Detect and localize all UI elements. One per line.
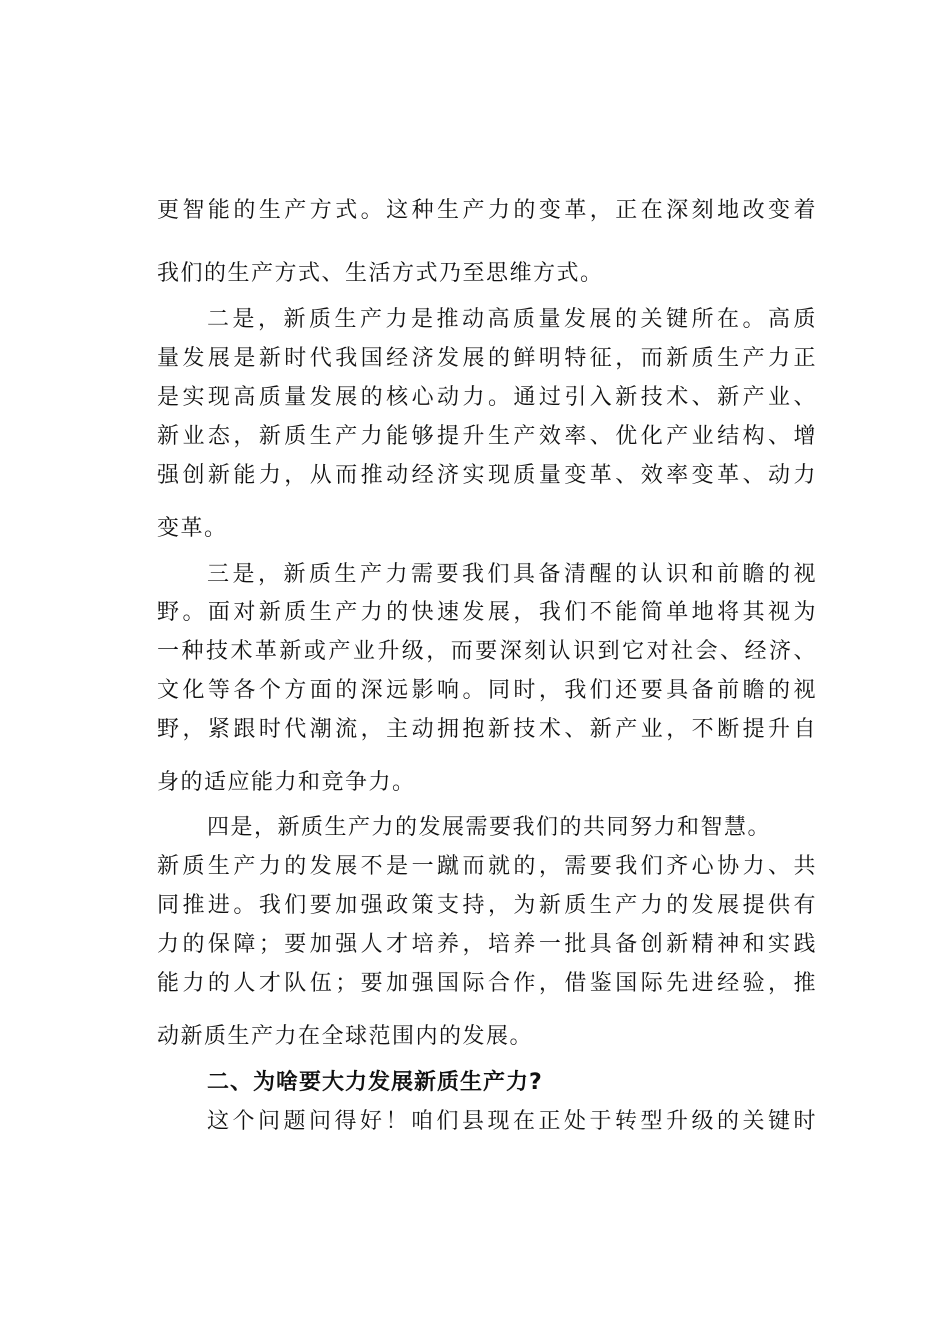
text-line: 量发展是新时代我国经济发展的鲜明特征，而新质生产力正 [157, 346, 817, 371]
paragraph-first-line: 四是，新质生产力的发展需要我们的共同努力和智慧。 [207, 815, 772, 840]
text-line: 文化等各个方面的深远影响。同时，我们还要具备前瞻的视 [157, 678, 817, 703]
text-line: 强创新能力，从而推动经济实现质量变革、效率变革、动力 [157, 463, 817, 488]
text-line: 新质生产力的发展不是一蹴而就的，需要我们齐心协力、共 [157, 854, 817, 879]
text-line: 身的适应能力和竞争力。 [157, 770, 416, 795]
text-line: 变革。 [157, 516, 228, 541]
text-line: 力的保障；要加强人才培养，培养一批具备创新精神和实践 [157, 932, 817, 957]
text-line: 野，紧跟时代潮流，主动拥抱新技术、新产业，不断提升自 [157, 717, 817, 742]
text-line: 我们的生产方式、生活方式乃至思维方式。 [157, 261, 604, 286]
paragraph-first-line: 三是，新质生产力需要我们具备清醒的认识和前瞻的视 [207, 562, 817, 587]
text-line: 同推进。我们要加强政策支持，为新质生产力的发展提供有 [157, 893, 817, 918]
text-line: 动新质生产力在全球范围内的发展。 [157, 1024, 534, 1049]
paragraph-first-line: 这个问题问得好！咱们县现在正处于转型升级的关键时 [207, 1109, 817, 1134]
text-line: 一种技术革新或产业升级，而要深刻认识到它对社会、经济、 [157, 639, 817, 664]
section-heading: 二、为啥要大力发展新质生产力? [207, 1070, 543, 1095]
text-line: 新业态，新质生产力能够提升生产效率、优化产业结构、增 [157, 424, 817, 449]
paragraph-first-line: 二是，新质生产力是推动高质量发展的关键所在。高质 [207, 307, 817, 332]
text-line: 野。面对新质生产力的快速发展，我们不能简单地将其视为 [157, 600, 817, 625]
text-line: 是实现高质量发展的核心动力。通过引入新技术、新产业、 [157, 385, 817, 410]
text-line: 能力的人才队伍；要加强国际合作，借鉴国际先进经验，推 [157, 971, 817, 996]
text-line: 更智能的生产方式。这种生产力的变革，正在深刻地改变着 [157, 198, 817, 223]
